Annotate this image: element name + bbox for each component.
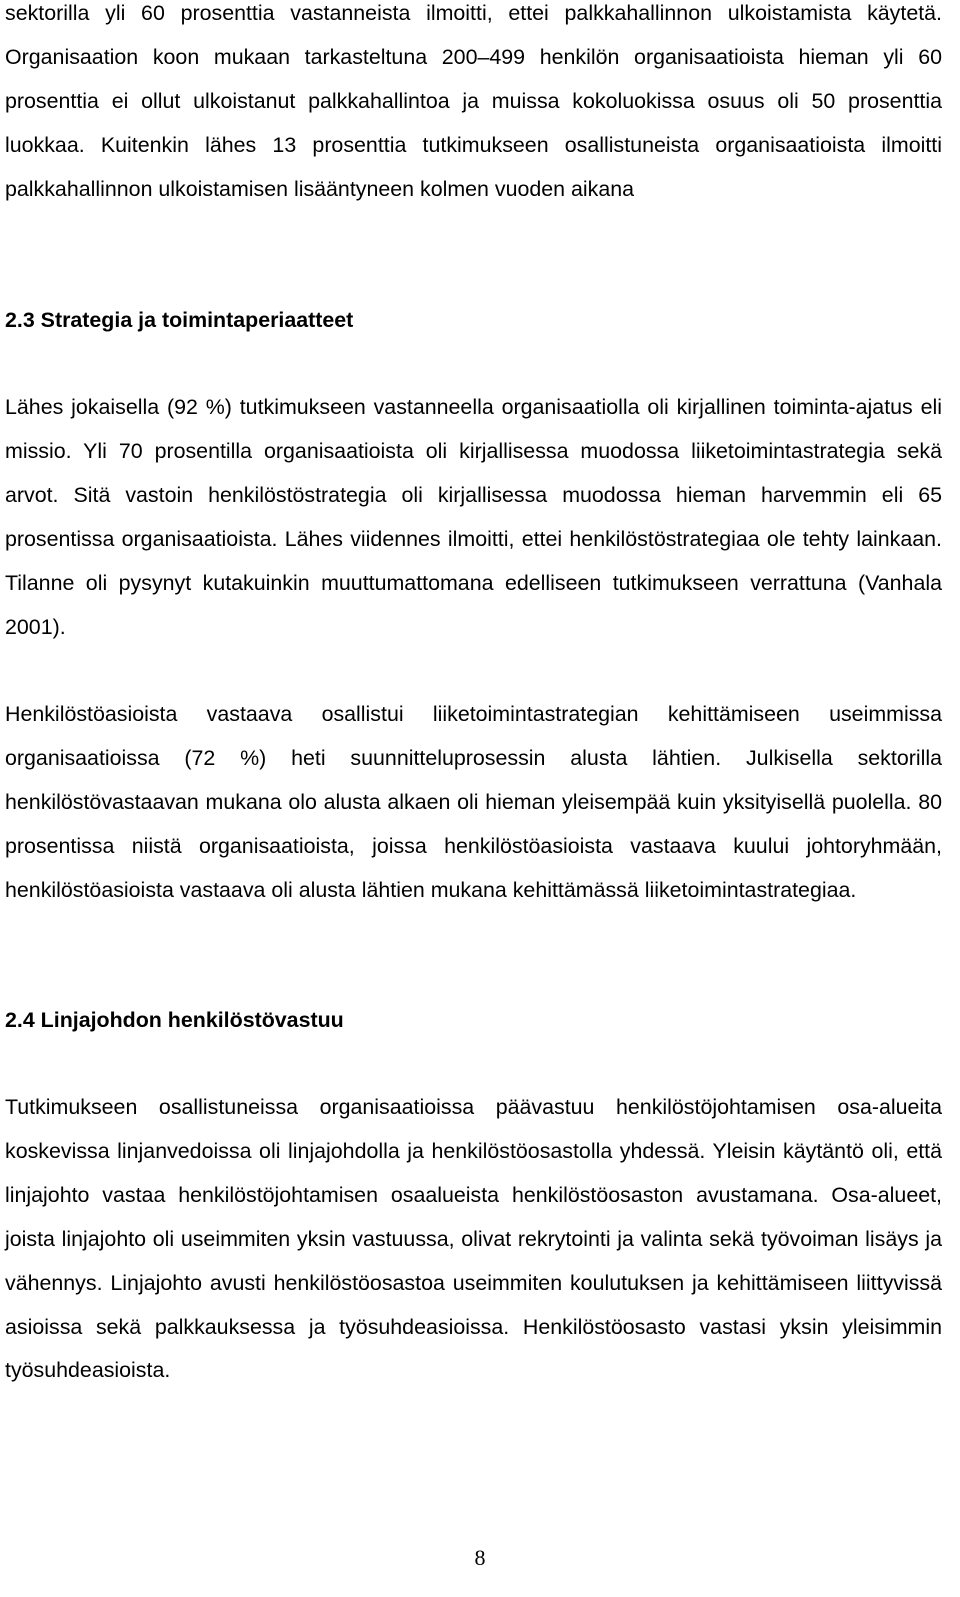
section-heading-2-4: 2.4 Linjajohdon henkilöstövastuu [5, 1008, 344, 1032]
strategy-paragraph-2: Henkilöstöasioista vastaava osallistui liiketoimintastrategian kehittämiseen useimmissa organisaatioissa (72 %) heti suunnitteluprosessin alusta lähtien. Julkisella sektorilla henkilöstövastaavan mukana olo alusta alkaen oli hieman yleisempää kuin yksityisellä puolella. 80 prosentissa niistä organisaatioista, joissa henkilöstöasioista vastaava kuului johtoryhmään, henkilöstöasioista vastaava oli alusta lähtien mukana kehittämässä liiketoimintastrategiaa. [5, 702, 942, 902]
page-number: 8 [474, 1545, 486, 1570]
strategy-paragraph-1: Lähes jokaisella (92 %) tutkimukseen vastanneella organisaatiolla oli kirjallinen toiminta-ajatus eli missio. Yli 70 prosentilla organisaatioista oli kirjallisessa muodossa liiketoimintastrategia sekä arvot. Sitä vastoin henkilöstöstrategia oli kirjallisessa muodossa hieman harvemmin eli 65 prosentissa organisaatioista. Lähes viidennes ilmoitti, ettei henkilöstöstrategiaa ole tehty lainkaan. Tilanne oli pysynyt kutakuinkin muuttumattomana edelliseen tutkimukseen verrattuna (Vanhala 2001). [5, 395, 942, 639]
section-heading-2-3: 2.3 Strategia ja toimintaperiaatteet [5, 308, 354, 332]
line-management-paragraph: Tutkimukseen osallistuneissa organisaatioissa päävastuu henkilöstöjohtamisen osa-alueita koskevissa linjanvedoissa oli linjajohdolla ja henkilöstöosastolla yhdessä. Yleisin käytäntö oli, että linjajohto vastaa henkilöstöjohtamisen osaalueista henkilöstöosaston avustamana. Osa-alueet, joista linjajohto oli useimmiten yksin vastuussa, olivat rekrytointi ja valinta sekä työvoiman lisäys ja vähennys. Linjajohto avusti henkilöstöosastoa useimmiten koulutuksen ja kehittämiseen liittyvissä asioissa sekä palkkauksessa ja työsuhdeasioissa. Henkilöstöosasto vastasi yksin yleisimmin työsuhdeasioista. [5, 1095, 942, 1383]
intro-paragraph: sektorilla yli 60 prosenttia vastanneista ilmoitti, ettei palkkahallinnon ulkoistamista käytetä. Organisaation koon mukaan tarkasteltuna 200–499 henkilön organisaatioista hieman yli 60 prosenttia ei ollut ulkoistanut palkkahallintoa ja muissa kokoluokissa osuus oli 50 prosenttia luokkaa. Kuitenkin lähes 13 prosenttia tutkimukseen osallistuneista organisaatioista ilmoitti palkkahallinnon ulkoistamisen lisääntyneen kolmen vuoden aikana [5, 1, 942, 201]
